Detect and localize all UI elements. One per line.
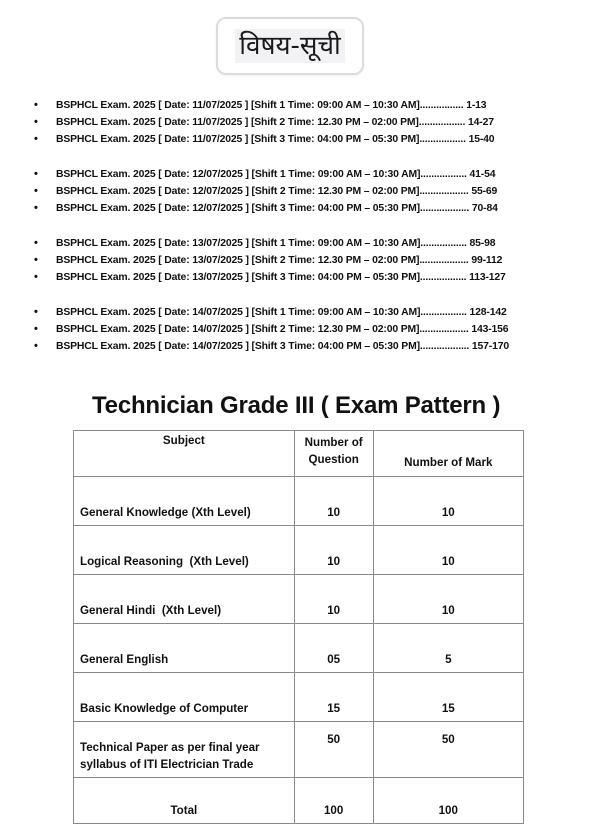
exam-pattern-table [73,430,524,824]
table-row [74,722,524,778]
table-row [74,673,524,722]
bullet-icon: • [34,254,38,266]
bullet-icon: • [34,323,38,335]
cell-marks: 10 [373,526,523,575]
toc-item[interactable] [0,131,600,148]
toc-item-text: BSPHCL Exam. 2025 [ Date: 11/07/2025 ] [Shift 3 Time: 04:00 PM – 05:30 PM]................. 15-40 [56,134,495,145]
toc-item-text: BSPHCL Exam. 2025 [ Date: 13/07/2025 ] [Shift 3 Time: 04:00 PM – 05:30 PM]................. 113-127 [56,272,506,283]
cell-marks: 5 [373,624,523,673]
toc-item-text: BSPHCL Exam. 2025 [ Date: 14/07/2025 ] [Shift 3 Time: 04:00 PM – 05:30 PM].................. 157-170 [56,341,509,352]
table-row [74,624,524,673]
toc-group-4 [0,304,600,355]
header-number-of-mark: Number of Mark [373,431,523,477]
cell-subject: General Hindi (Xth Level) [74,575,295,624]
cell-marks: 50 [373,722,523,778]
header-question-line2: Question [308,453,359,466]
title-box [216,17,364,75]
toc-item[interactable] [0,252,600,269]
cell-questions: 50 [294,722,373,778]
toc-item-text: BSPHCL Exam. 2025 [ Date: 12/07/2025 ] [Shift 2 Time: 12.30 PM – 02:00 PM].................. 55-69 [56,186,498,197]
table-total-row [74,778,524,824]
header-subject: Subject [74,431,295,477]
page-title: विषय-सूची [235,29,345,63]
toc-item[interactable] [0,338,600,355]
table-row [74,477,524,526]
table-of-contents [0,97,600,373]
toc-item-text: BSPHCL Exam. 2025 [ Date: 11/07/2025 ] [Shift 2 Time: 12.30 PM – 02:00 PM]................. 14-27 [56,117,494,128]
cell-marks: 10 [373,575,523,624]
cell-subject-line1: Technical Paper as per final year [80,741,260,754]
cell-subject: Logical Reasoning (Xth Level) [74,526,295,575]
cell-total-label: Total [74,778,295,824]
cell-questions: 05 [294,624,373,673]
toc-item-text: BSPHCL Exam. 2025 [ Date: 14/07/2025 ] [Shift 2 Time: 12.30 PM – 02:00 PM].................. 143-156 [56,324,509,335]
toc-item[interactable] [0,166,600,183]
cell-total-questions: 100 [294,778,373,824]
toc-item[interactable] [0,114,600,131]
cell-questions: 15 [294,673,373,722]
toc-group-3 [0,235,600,286]
cell-total-marks: 100 [373,778,523,824]
cell-questions: 10 [294,575,373,624]
header-number-of-question [294,431,373,477]
cell-subject: General Knowledge (Xth Level) [74,477,295,526]
toc-item[interactable] [0,97,600,114]
cell-questions: 10 [294,526,373,575]
toc-group-2 [0,166,600,217]
toc-item[interactable] [0,183,600,200]
toc-item-text: BSPHCL Exam. 2025 [ Date: 12/07/2025 ] [Shift 3 Time: 04:00 PM – 05:30 PM].................. 70-84 [56,203,498,214]
header-question-line1: Number of [304,436,363,449]
toc-item-text: BSPHCL Exam. 2025 [ Date: 14/07/2025 ] [Shift 1 Time: 09:00 AM – 10:30 AM]................. 128-142 [56,307,507,318]
cell-subject: Basic Knowledge of Computer [74,673,295,722]
bullet-icon: • [34,116,38,128]
bullet-icon: • [34,185,38,197]
bullet-icon: • [34,340,38,352]
cell-subject: General English [74,624,295,673]
cell-subject-line2: syllabus of ITI Electrician Trade [80,758,254,771]
table-row [74,526,524,575]
cell-marks: 10 [373,477,523,526]
cell-marks: 15 [373,673,523,722]
toc-item[interactable] [0,235,600,252]
toc-item[interactable] [0,269,600,286]
table-header-row [74,431,524,477]
toc-item-text: BSPHCL Exam. 2025 [ Date: 13/07/2025 ] [Shift 1 Time: 09:00 AM – 10:30 AM]................. 85-98 [56,238,496,249]
table-row [74,575,524,624]
exam-pattern-heading: Technician Grade III ( Exam Pattern ) [92,392,501,419]
toc-item[interactable] [0,200,600,217]
toc-item-text: BSPHCL Exam. 2025 [ Date: 12/07/2025 ] [Shift 1 Time: 09:00 AM – 10:30 AM]................. 41-54 [56,169,496,180]
bullet-icon: • [34,99,38,111]
toc-item-text: BSPHCL Exam. 2025 [ Date: 11/07/2025 ] [Shift 1 Time: 09:00 AM – 10:30 AM]................ 1-13 [56,100,487,111]
toc-item[interactable] [0,304,600,321]
bullet-icon: • [34,271,38,283]
bullet-icon: • [34,237,38,249]
cell-questions: 10 [294,477,373,526]
bullet-icon: • [34,306,38,318]
toc-group-1 [0,97,600,148]
toc-item-text: BSPHCL Exam. 2025 [ Date: 13/07/2025 ] [Shift 2 Time: 12.30 PM – 02:00 PM].................. 99-112 [56,255,503,266]
bullet-icon: • [34,168,38,180]
bullet-icon: • [34,202,38,214]
bullet-icon: • [34,133,38,145]
cell-subject [74,722,295,778]
toc-item[interactable] [0,321,600,338]
